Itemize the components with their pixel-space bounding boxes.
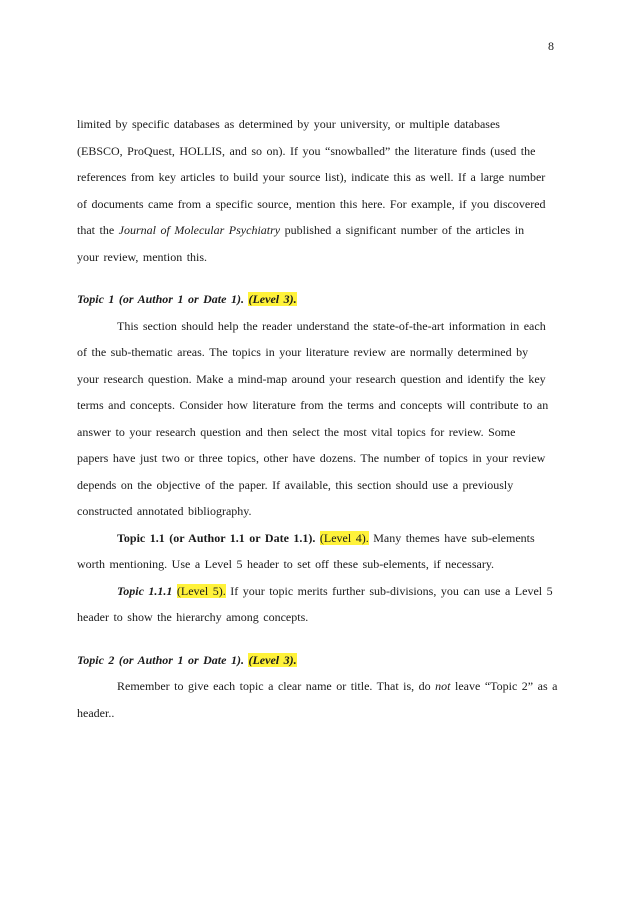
text-line: constructed annotated bibliography. [77,504,252,518]
topic1-heading [77,286,563,313]
level-badge: (Level 4). [319,530,369,545]
level4-heading: Topic 1.1 (or Author 1.1 or Date 1.1). [117,530,316,545]
level-badge: (Level 5). [176,583,226,598]
text-line [77,578,563,605]
text-run: leave “Topic 2” as a [450,679,558,693]
text-line: papers have just two or three topics, other have dozens. The number of topics in your review [77,451,546,465]
text-line: (EBSCO, ProQuest, HOLLIS, and so on). If you “snowballed” the literature finds (used the [77,143,536,158]
text-run: that the [77,223,119,237]
text-run: Many themes have sub-elements [368,530,535,545]
topic1-paragraph [77,313,563,525]
text-line: terms and concepts. Consider how literature from the terms and concepts will contribute to an [77,398,549,412]
text-line: your research question. Make a mind-map around your research question and identify the key [77,371,546,386]
text-line: worth mentioning. Use a Level 5 header to set off these sub-elements, if necessary. [77,557,495,571]
text-line: answer to your research question and then select the most vital topics for review. Some [77,424,516,439]
text-line: This section should help the reader understand the state-of-the-art information in each [117,318,546,333]
text-line: of the sub-thematic areas. The topics in your literature review are normally determined by [77,345,529,359]
text-line: of documents came from a specific source, mention this here. For example, if you discovered [77,196,546,211]
page-number: 8 [548,39,554,53]
level-badge: (Level 3). [248,292,297,306]
text-line: header to show the hierarchy among concepts. [77,610,309,624]
document-body [77,111,563,726]
heading-text: Topic 1 (or Author 1 or Date 1). [77,292,244,306]
text-run: Remember to give each topic a clear name or title. That is, do [117,679,436,693]
level5-heading: Topic 1.1.1 [117,583,173,598]
text-line: header.. [77,705,115,720]
topic2-paragraph [77,673,563,726]
text-line [77,217,563,244]
text-run: If your topic merits further sub-divisions, you can use a Level 5 [225,583,553,598]
topic1-1-1-paragraph [77,578,563,631]
text-line [77,525,563,552]
intro-paragraph [77,111,563,270]
text-run: published a significant number of the articles in [280,223,525,237]
topic1-1-paragraph [77,525,563,578]
text-line: limited by specific databases as determined by your university, or multiple databases [77,117,500,131]
text-line: references from key articles to build your source list), indicate this as well. If a large number [77,170,546,184]
level-badge: (Level 3). [248,652,297,667]
text-line: your review, mention this. [77,249,208,264]
heading-text: Topic 2 (or Author 1 or Date 1). [77,652,244,667]
text-line [77,673,563,700]
topic2-heading [77,647,563,674]
text-line: depends on the objective of the paper. If available, this section should use a previously [77,477,514,492]
emphasis: not [435,679,451,693]
journal-title: Journal of Molecular Psychiatry [118,223,281,237]
